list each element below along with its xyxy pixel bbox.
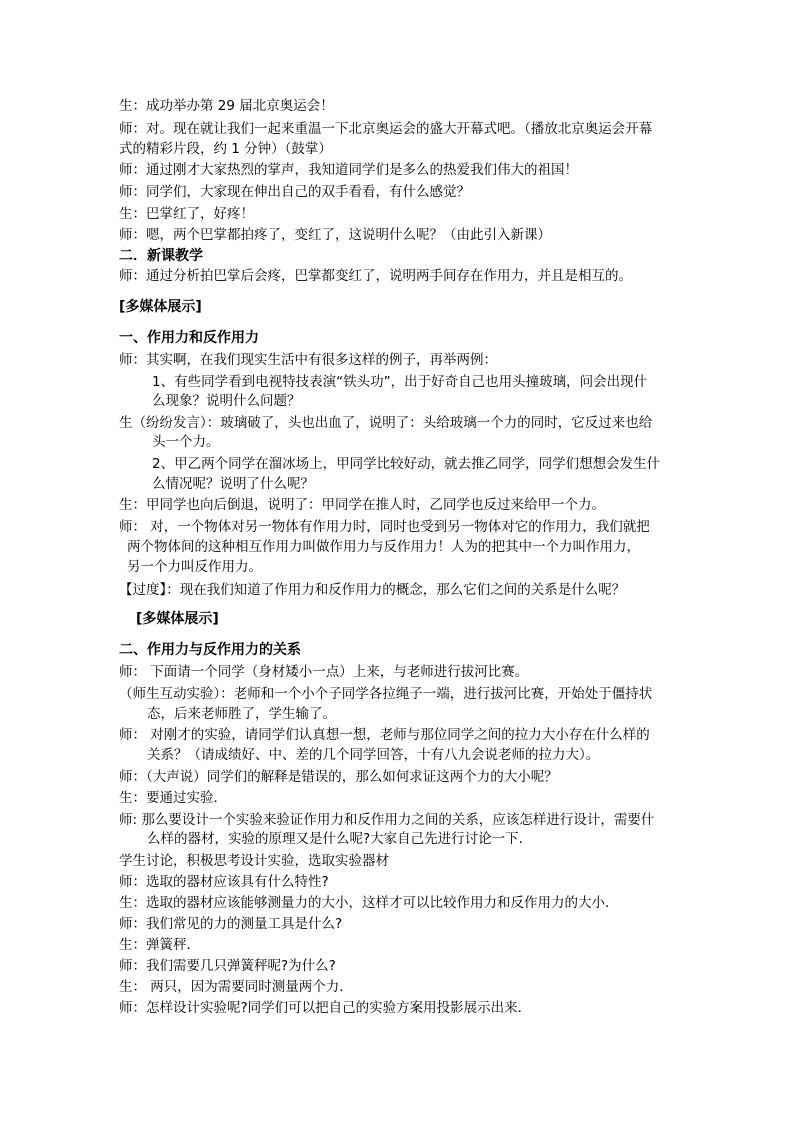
text-line: 师: 那么要设计一个实验来验证作用力和反作用力之间的关系，应该怎样进行设计，需要什 <box>119 812 655 828</box>
text-line: 师： 对，一个物体对另一物体有作用力时，同时也受到另一物体对它的作用力，我们就把 <box>119 519 650 535</box>
text-line: 两个物体间的这种相互作用力叫做作用力与反作用力！人为的把其中一个力叫作用力， <box>127 539 640 555</box>
text-line: 生：巴掌红了，好疼！ <box>119 206 254 222</box>
multimedia-label: [多媒体展示] <box>119 299 202 315</box>
text-line: 【过度】：现在我们知道了作用力和反作用力的概念，那么它们之间的关系是什么呢？ <box>119 582 626 598</box>
text-line: 师：怎样设计实验呢?同学们可以把自己的实验方案用投影展示出来． <box>119 1000 532 1016</box>
text-line: 生： 两只，因为需要同时测量两个力． <box>119 979 353 995</box>
text-line: 生：成功举办第 29 届北京奥运会！ <box>119 98 334 114</box>
text-line: 2、甲乙两个同学在溜冰场上，甲同学比较好动，就去推乙同学，同学们想想会发生什 <box>152 456 661 472</box>
text-line: 么情况呢？说明了什么呢？ <box>152 476 314 492</box>
text-line: 态，后来老师胜了，学生输了。 <box>147 706 336 722</box>
text-line: 师：其实啊，在我们现实生活中有很多这样的例子，再举两例： <box>119 352 497 368</box>
text-line: 头一个力。 <box>152 434 220 450</box>
text-line: 师：通过刚才大家热烈的掌声，我知道同学们是多么的热爱我们伟大的祖国！ <box>119 162 578 178</box>
text-line: 师： 下面请一个同学（身材矮小一点）上来，与老师进行拔河比赛。 <box>119 664 529 680</box>
text-line: 生：要通过实验． <box>119 790 227 806</box>
text-line: 师：对。现在就让我们一起来重温一下北京奥运会的盛大开幕式吧。（播放北京奥运会开幕 <box>119 121 653 137</box>
text-line: 师：我们需要几只弹簧秤呢?为什么? <box>119 958 336 974</box>
text-line: 师：选取的器材应该具有什么特性? <box>119 874 329 890</box>
text-line: 1、有些同学看到电视特技表演“铁头功”，出于好奇自己也用头撞玻璃，问会出现什 <box>152 374 648 390</box>
text-line: 关系？（请成绩好、中、差的几个同学回答，十有八九会说老师的拉力大）。 <box>147 747 600 763</box>
text-line: 师：嗯，两个巴掌都拍疼了，变红了，这说明什么呢？（由此引入新课） <box>119 227 551 243</box>
text-line: 么样的器材，实验的原理又是什么呢?大家自己先进行讨论一下． <box>147 831 533 847</box>
text-line: 生：选取的器材应该能够测量力的大小，这样才可以比较作用力和反作用力的大小． <box>119 895 619 911</box>
text-line: （师生互动实验）：老师和一个小个子同学各拉绳子一端，进行拔河比赛，开始处于僵持状 <box>119 686 653 702</box>
text-line: 生（纷纷发言）：玻璃破了，头也出血了，说明了：头给玻璃一个力的同时，它反过来也给 <box>119 415 653 431</box>
text-line: 式的精彩片段，约 1 分钟）（鼓掌） <box>119 141 332 157</box>
text-line: 师：我们常见的力的测量工具是什么? <box>119 916 343 932</box>
text-line: 生：弹簧秤． <box>119 937 200 953</box>
section-heading: 二、作用力与反作用力的关系 <box>119 642 301 658</box>
multimedia-label: [多媒体展示] <box>136 611 219 627</box>
text-line: 师：通过分析拍巴掌后会疼，巴掌都变红了，说明两手间存在作用力，并且是相互的。 <box>119 268 632 284</box>
text-line: 师： 对刚才的实验，请同学们认真想一想，老师与那位同学之间的拉力大小存在什么样的 <box>119 727 650 743</box>
text-line: 么现象？说明什么问题？ <box>152 393 301 409</box>
text-line: 另一个力叫反作用力。 <box>127 559 262 575</box>
text-line: 师：同学们，大家现在伸出自己的双手看看，有什么感觉？ <box>119 184 470 200</box>
section-heading: 一、作用力和反作用力 <box>119 330 259 346</box>
section-heading: 二．新课教学 <box>119 248 203 264</box>
text-line: 生：甲同学也向后倒退，说明了：甲同学在推人时，乙同学也反过来给甲一个力。 <box>119 497 605 513</box>
text-line: 学生讨论，积极思考设计实验，选取实验器材 <box>119 853 389 869</box>
text-line: 师：（大声说）同学们的解释是错误的，那么如何求证这两个力的大小呢？ <box>119 769 558 785</box>
